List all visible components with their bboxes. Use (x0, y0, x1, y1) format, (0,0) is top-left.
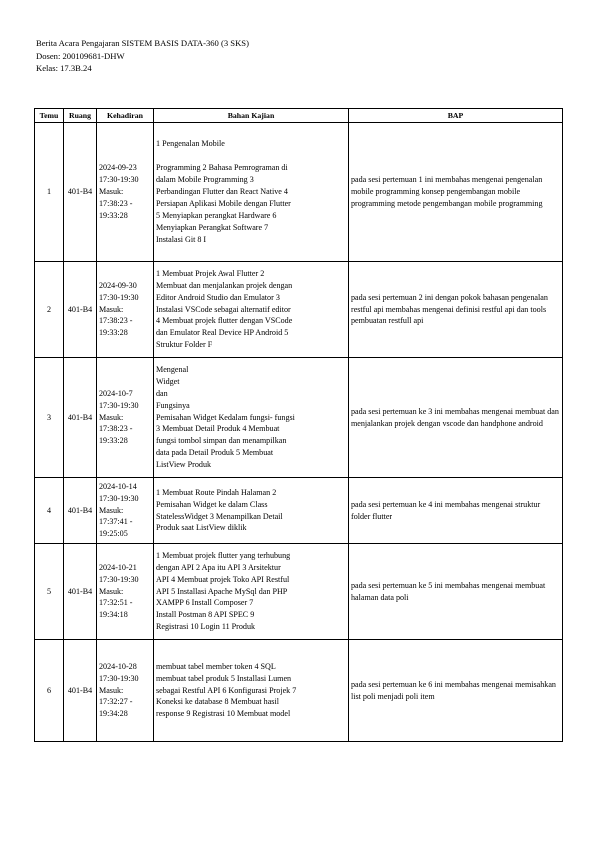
meeting-date: 2024-10-14 (99, 481, 137, 491)
room-cell: 401-B4 (64, 262, 97, 358)
room-cell: 401-B4 (64, 544, 97, 640)
material-line: Editor Android Studio dan Emulator 3 (156, 292, 280, 302)
attendance-status: Masuk: (99, 685, 124, 695)
material-line: membuat tabel produk 5 Installasi Lumen (156, 673, 292, 683)
table-row (35, 358, 563, 478)
attendance-status: Masuk: (99, 505, 124, 515)
attendance-cell (97, 358, 154, 478)
check-in-time: 17:38:23 - (99, 424, 133, 434)
lecturer-info: Dosen: 200109681-DHW (36, 50, 125, 61)
check-in-time: 17:38:23 - (99, 198, 133, 208)
material-line: Widget (156, 376, 180, 386)
scheduled-time: 17:30-19:30 (99, 493, 139, 503)
material-line: Perbandingan Flutter dan React Native 4 (156, 187, 288, 197)
material-line: response 9 Registrasi 10 Membuat model (156, 709, 291, 719)
material-line: Instalasi VSCode sebagai alternatif editor (156, 304, 291, 314)
meeting-date: 2024-10-28 (99, 661, 137, 671)
material-line: Membuat dan menjalankan projek dengan (156, 280, 293, 290)
check-in-time: 17:38:23 - (99, 316, 133, 326)
document-title: Berita Acara Pengajaran SISTEM BASIS DATA-360 (3 SKS) (36, 38, 249, 48)
material-line: Instalasi Git 8 I (156, 234, 207, 244)
teaching-record-table (34, 108, 563, 742)
meeting-date: 2024-10-7 (99, 388, 133, 398)
material-line: API 5 Installasi Apache MySql dan PHP (156, 586, 288, 596)
room-cell: 401-B4 (64, 123, 97, 262)
material-line: Struktur Folder F (156, 340, 213, 350)
material-cell (154, 262, 349, 358)
scheduled-time: 17:30-19:30 (99, 175, 139, 185)
material-line: API 4 Membuat projek Toko API Restful (156, 574, 290, 584)
attendance-status: Masuk: (99, 586, 124, 596)
material-line: 1 Pengenalan Mobile (156, 139, 225, 149)
column-header-attendance: Kehadiran (97, 109, 154, 123)
meeting-number: 1 (35, 123, 64, 262)
material-line: Fungsinya (156, 400, 190, 410)
column-header-bap: BAP (349, 109, 563, 123)
scheduled-time: 17:30-19:30 (99, 574, 139, 584)
material-line: data pada Detail Produk 5 Membuat (156, 448, 274, 458)
material-line: 1 Membuat projek flutter yang terhubung (156, 550, 291, 560)
attendance-cell (97, 123, 154, 262)
bap-cell: pada sesi pertemuan ke 3 ini membahas mengenai membuat dan menjalankan projek dengan vscode dan handphone android (349, 358, 563, 478)
check-out-time: 19:33:28 (99, 436, 128, 446)
attendance-status: Masuk: (99, 304, 124, 314)
table-header-row (35, 109, 563, 123)
check-out-time: 19:34:18 (99, 610, 128, 620)
material-cell (154, 478, 349, 544)
meeting-number: 6 (35, 640, 64, 742)
scheduled-time: 17:30-19:30 (99, 400, 139, 410)
scheduled-time: 17:30-19:30 (99, 673, 139, 683)
material-line: Produk saat ListView diklik (156, 523, 247, 533)
material-line: fungsi tombol simpan dan menampilkan (156, 436, 287, 446)
material-line: 1 Membuat Route Pindah Halaman 2 (156, 487, 277, 497)
check-out-time: 19:25:05 (99, 529, 128, 539)
material-line: 5 Menyiapkan perangkat Hardware 6 (156, 210, 277, 220)
meeting-number: 4 (35, 478, 64, 544)
material-line: Persiapan Aplikasi Mobile dengan Flutter (156, 199, 291, 208)
material-line: Registrasi 10 Login 11 Produk (156, 622, 256, 632)
attendance-cell (97, 262, 154, 358)
bap-cell: pada sesi pertemuan ke 5 ini membahas mengenai membuat halaman data poli (349, 544, 563, 640)
attendance-status: Masuk: (99, 187, 124, 197)
table-row (35, 544, 563, 640)
meeting-date: 2024-09-23 (99, 163, 137, 173)
room-cell: 401-B4 (64, 358, 97, 478)
check-in-time: 17:32:51 - (99, 598, 133, 608)
table-row (35, 123, 563, 262)
material-line: Install Postman 8 API SPEC 9 (156, 610, 255, 620)
attendance-status: Masuk: (99, 412, 124, 422)
check-out-time: 19:33:28 (99, 328, 128, 338)
check-in-time: 17:37:41 - (99, 517, 133, 527)
material-line: 3 Membuat Detail Produk 4 Membuat (156, 424, 280, 434)
material-line: ListView Produk (156, 460, 212, 470)
table-row (35, 262, 563, 358)
attendance-cell (97, 640, 154, 742)
document-header (36, 37, 249, 75)
bap-cell: pada sesi pertemuan ke 4 ini membahas mengenai struktur folder flutter (349, 478, 563, 544)
check-in-time: 17:32:27 - (99, 697, 133, 707)
bap-cell: pada sesi pertemuan 2 ini dengan pokok bahasan pengenalan restful api membahas mengenai definisi restful api dan tools pembuatan restfull api (349, 262, 563, 358)
material-line: Programming 2 Bahasa Pemrograman di (156, 163, 288, 173)
column-header-meeting: Temu (35, 109, 64, 123)
room-cell: 401-B4 (64, 478, 97, 544)
column-header-material: Bahan Kajian (154, 109, 349, 123)
bap-cell: pada sesi pertemuan 1 ini membahas mengenai pengenalan mobile programming konsep pengembangan mobile programming metode pengembangan mobile programming (349, 123, 563, 262)
material-line: Menyiapkan Perangkat Software 7 (156, 222, 269, 232)
material-line: dalam Mobile Programming 3 (156, 175, 254, 185)
material-line: Mengenal (156, 364, 189, 374)
meeting-date: 2024-10-21 (99, 562, 137, 572)
material-cell (154, 123, 349, 262)
meeting-number: 5 (35, 544, 64, 640)
attendance-cell (97, 478, 154, 544)
material-line: dan (156, 388, 168, 398)
check-out-time: 19:33:28 (99, 210, 128, 220)
material-line: 1 Membuat Projek Awal Flutter 2 (156, 268, 265, 278)
scheduled-time: 17:30-19:30 (99, 292, 139, 302)
material-line: membuat tabel member token 4 SQL (156, 661, 276, 671)
bap-cell: pada sesi pertemuan ke 6 ini membahas mengenai memisahkan list poli menjadi poli item (349, 640, 563, 742)
material-line: StatelessWidget 3 Menampilkan Detail (156, 511, 283, 521)
class-info: Kelas: 17.3B.24 (36, 63, 92, 73)
meeting-date: 2024-09-30 (99, 280, 137, 290)
room-cell: 401-B4 (64, 640, 97, 742)
attendance-cell (97, 544, 154, 640)
material-cell (154, 640, 349, 742)
material-line: dengan API 2 Apa itu API 3 Arsitektur (156, 562, 281, 572)
column-header-room: Ruang (64, 109, 97, 123)
material-cell (154, 544, 349, 640)
check-out-time: 19:34:28 (99, 709, 128, 719)
meeting-number: 2 (35, 262, 64, 358)
meeting-number: 3 (35, 358, 64, 478)
material-line: sebagai Restful API 6 Konfigurasi Projek 7 (156, 685, 297, 695)
material-line: Pemisahan Widget ke dalam Class (156, 499, 268, 509)
material-line: 4 Membuat projek flutter dengan VSCode (156, 316, 293, 326)
material-line: dan Emulator Real Device HP Android 5 (156, 328, 289, 338)
material-cell (154, 358, 349, 478)
material-line: Pemisahan Widget Kedalam fungsi- fungsi (156, 412, 295, 422)
table-row (35, 640, 563, 742)
material-line: XAMPP 6 Install Composer 7 (156, 598, 254, 608)
table-row (35, 478, 563, 544)
material-line: Koneksi ke database 8 Membuat hasil (156, 697, 279, 707)
